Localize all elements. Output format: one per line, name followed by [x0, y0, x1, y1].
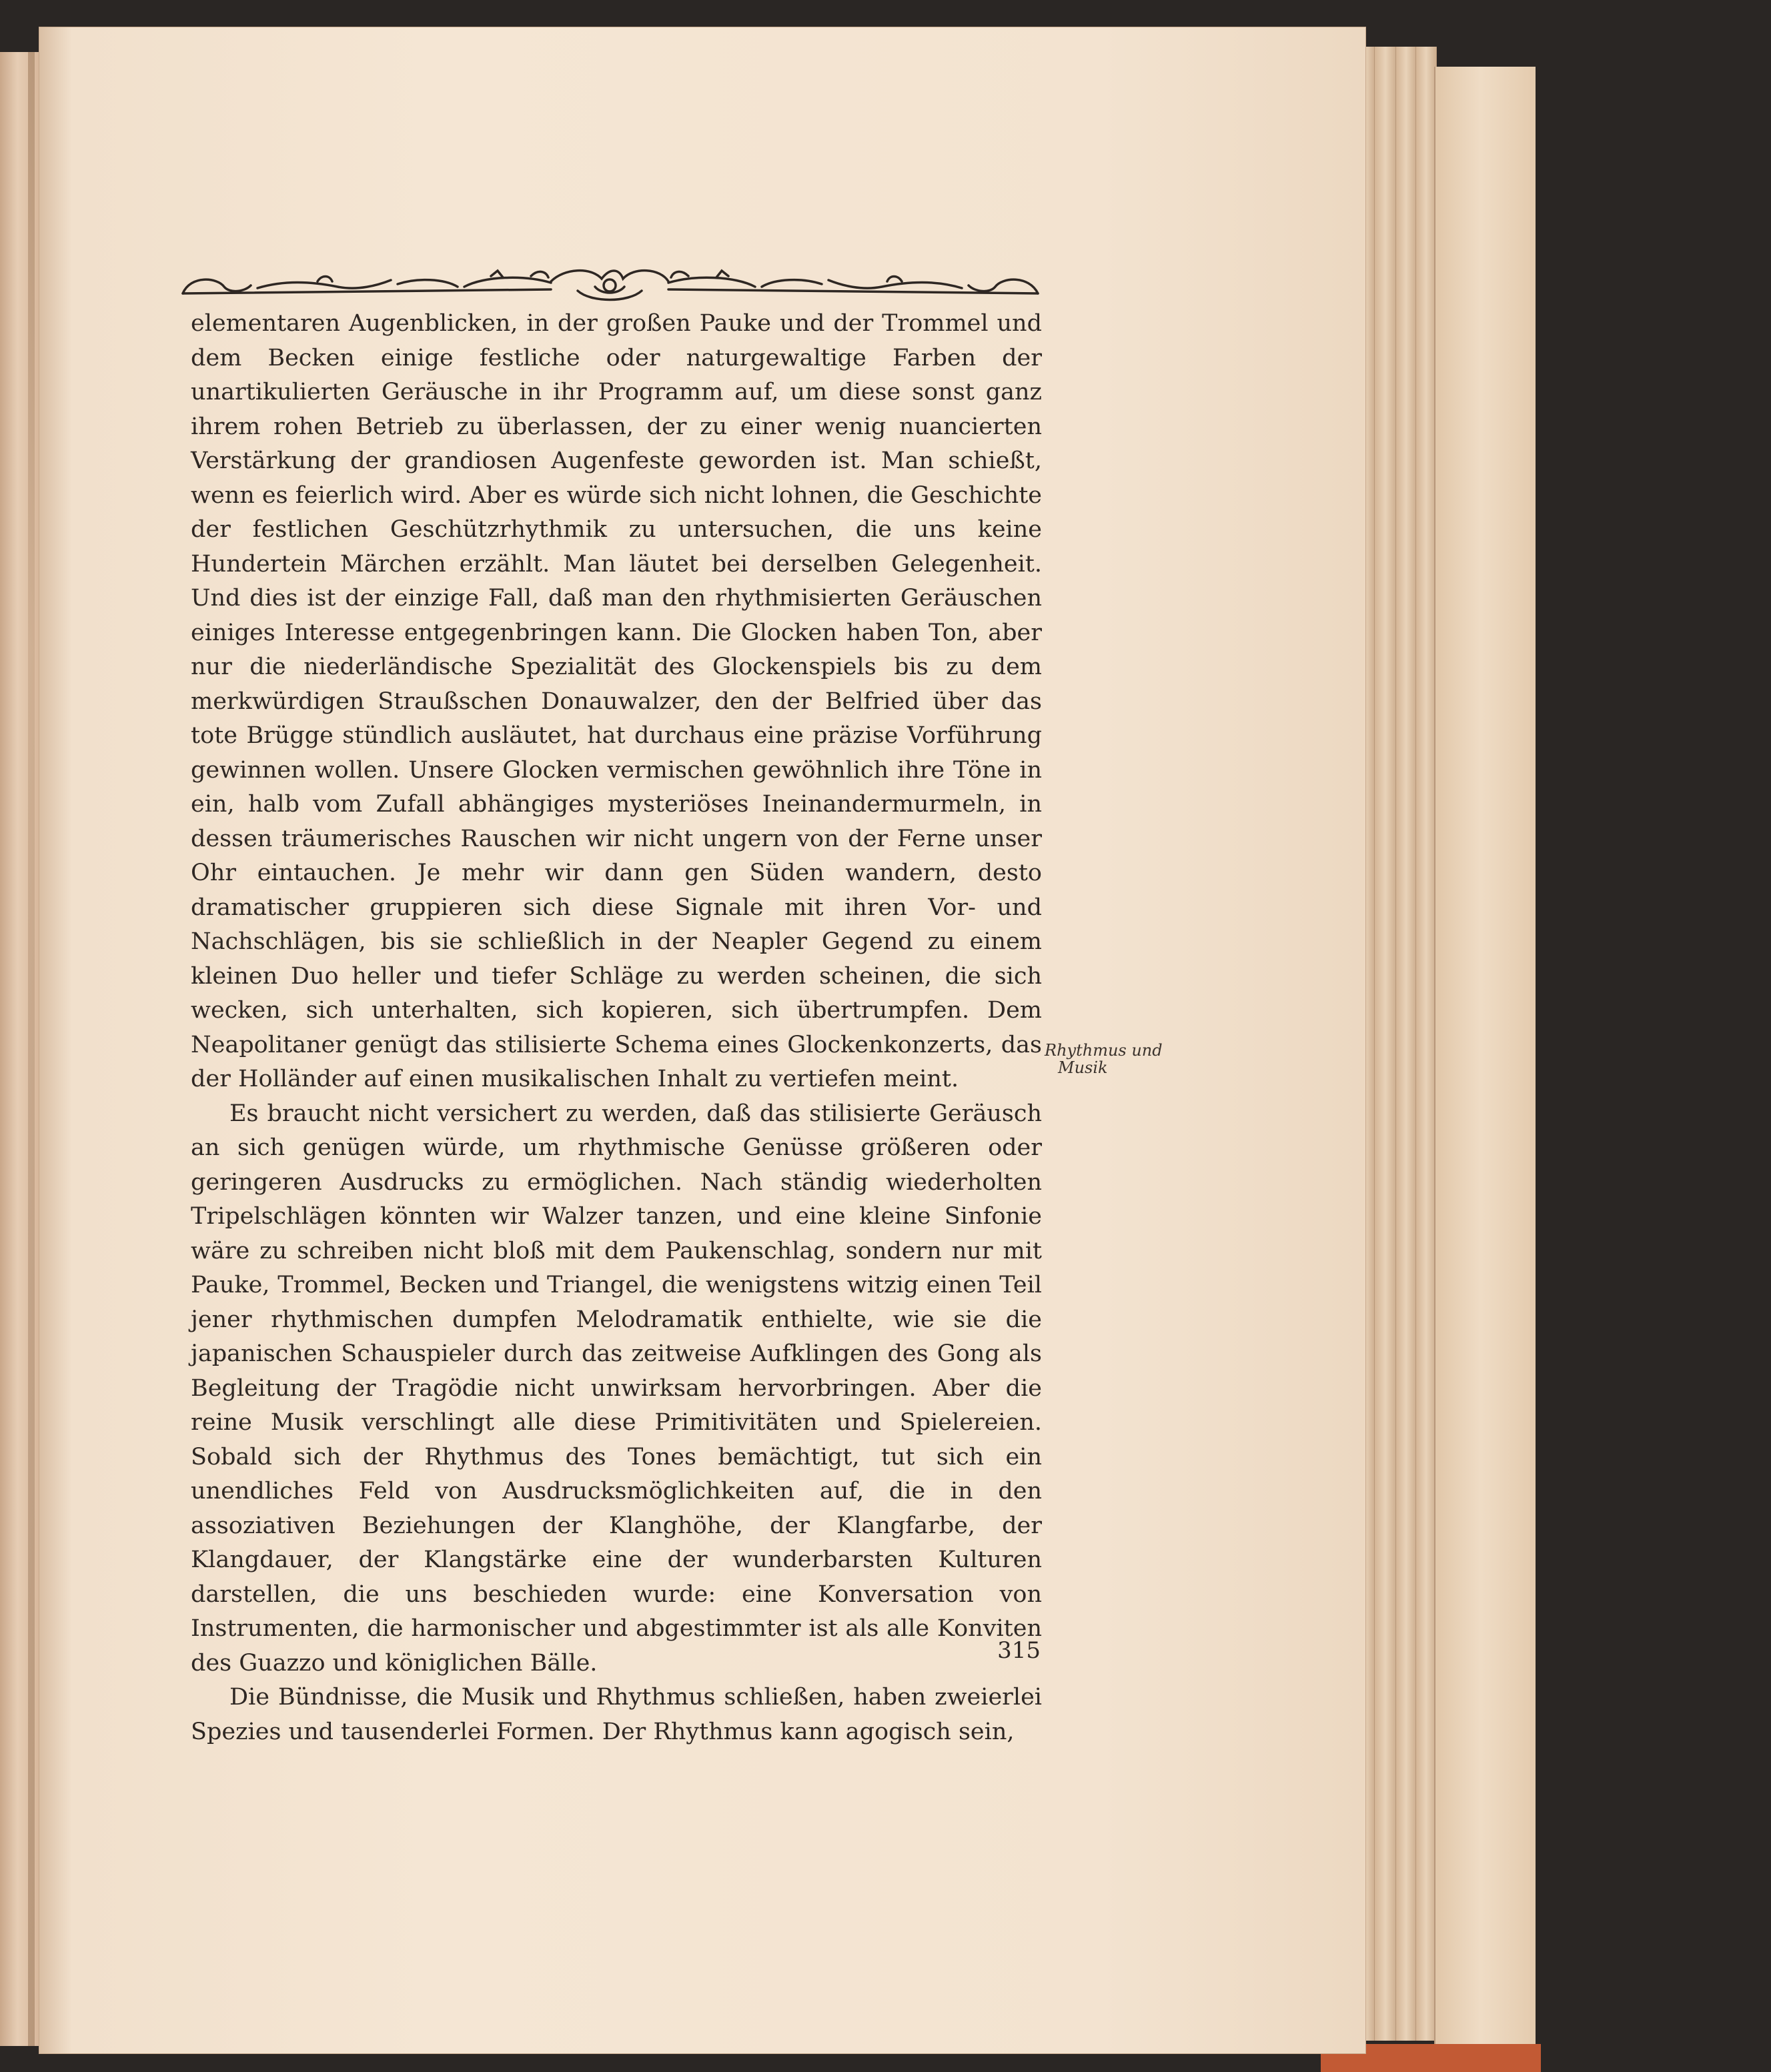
marginal-note-line: Musik: [1058, 1058, 1108, 1077]
marginal-note-line: Rhythmus und: [1045, 1041, 1163, 1060]
page-stack-edge: [1374, 47, 1397, 2041]
paragraph: Es braucht nicht versichert zu werden, daß das stilisierte Geräusch an sich genügen würde, um rhythmische Genüsse größeren oder geringeren Ausdrucks zu ermöglichen. Nach ständig wiederholten Tripelschlägen könnten wir Walzer tanzen, und eine kleine Sinfonie wäre zu schreiben nicht bloß mit dem Paukenschlag, sondern nur mit Pauke, Trommel, Becken und Triangel, die wenigstens witzig einen Teil jener rhythmischen dumpfen Melodramatik enthielte, wie sie die japanischen Schauspieler durch das zeitweise Aufklingen des Gong als Begleitung der Tragödie nicht unwirksam hervorbringen. Aber die reine Musik verschlingt alle diese Primitivitäten und Spielereien. Sobald sich der Rhythmus des Tones bemächtigt, tut sich ein unendliches Feld von Ausdrucksmöglichkeiten auf, die in den assoziativen Beziehungen der Klanghöhe, der Klangfarbe, der Klangdauer, der Klangstärke eine der wunderbarsten Kulturen darstellen, die uns beschieden wurde: eine Konversation von Instrumenten, die harmonischer und abgestimmter ist als alle Konviten des Guazzo und königlichen Bälle.: [191, 1100, 1042, 1677]
left-page-shadow: [28, 52, 35, 2046]
page-stack-edge: [1395, 47, 1417, 2041]
marginal-note: [1045, 1042, 1185, 1076]
paragraph: Die Bündnisse, die Musik und Rhythmus schließen, haben zweierlei Spezies und tausenderlei Formen. Der Rhythmus kann agogisch sein,: [191, 1684, 1042, 1745]
cover-board-edge: [1434, 67, 1536, 2054]
decorative-header-ornament: [177, 261, 1042, 308]
paragraph: elementaren Augenblicken, in der großen Pauke und der Trommel und dem Becken einige festliche oder naturgewaltige Farben der unartikulierten Geräusche in ihr Programm auf, um diese sonst ganz ihrem rohen Betrieb zu überlassen, der zu einer wenig nuancierten Verstärkung der grandiosen Augenfeste geworden ist. Man schießt, wenn es feierlich wird. Aber es würde sich nicht lohnen, die Geschichte der festlichen Geschützrhythmik zu untersuchen, die uns keine Hundertein Märchen erzählt. Man läutet bei derselben Gelegenheit. Und dies ist der einzige Fall, daß man den rhythmisierten Geräuschen einiges Interesse entgegenbringen kann. Die Glocken haben Ton, aber nur die niederländische Spezialität des Glockenspiels bis zu dem merkwürdigen Straußschen Donauwalzer, den der Belfried über das tote Brügge stündlich ausläutet, hat durchaus eine präzise Vorführung gewinnen wollen. Unsere Glocken vermischen gewöhnlich ihre Töne in ein, halb vom Zufall abhängiges mysteriöses Ineinandermurmeln, in dessen träumerisches Rauschen wir nicht ungern von der Ferne unser Ohr eintauchen. Je mehr wir dann gen Süden wandern, desto dramatischer gruppieren sich diese Signale mit ihren Vor- und Nachschlägen, bis sie schließlich in der Neapler Gegend zu einem kleinen Duo heller und tiefer Schläge zu werden scheinen, die sich wecken, sich unterhalten, sich kopieren, sich übertrumpfen. Dem Neapolitaner genügt das stilisierte Schema eines Glockenkonzerts, das der Holländer auf einen musikalischen Inhalt zu vertiefen meint.: [191, 310, 1042, 1092]
left-page-edge: [0, 52, 40, 2046]
body-text: [191, 307, 1042, 1749]
page-number: 315: [997, 1637, 1041, 1664]
